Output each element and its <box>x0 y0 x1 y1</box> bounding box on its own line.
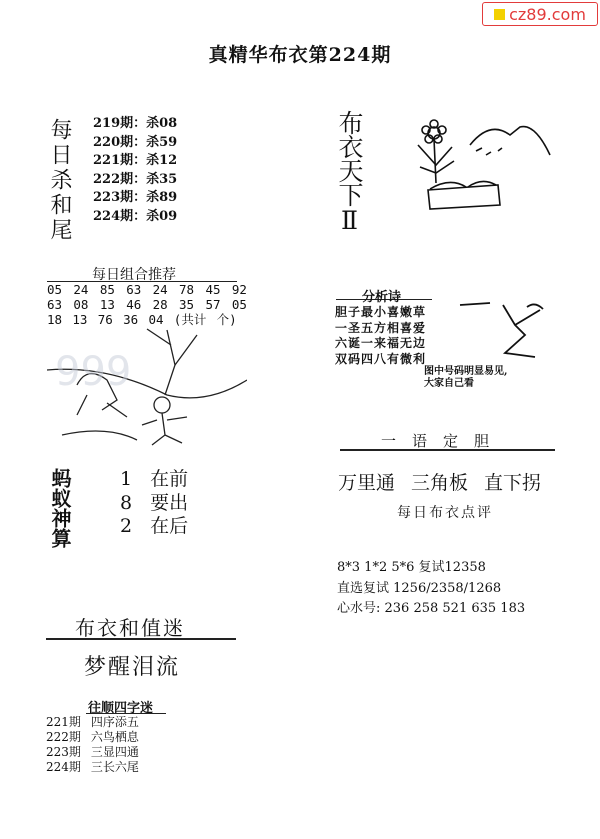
daily-review-label: 每日布衣点评 <box>397 505 493 521</box>
ant-text: 要出 <box>150 491 189 514</box>
combo-number: 04 <box>148 312 164 327</box>
combo-number: 36 <box>123 312 139 327</box>
ant-row <box>120 492 188 516</box>
past-text: 六鸟栖息 <box>90 730 139 744</box>
combo-number: 13 <box>99 297 115 312</box>
kill-list <box>93 115 177 226</box>
kill-period: 220期： <box>93 134 147 150</box>
past-riddles-heading: 往顺四字迷 <box>88 701 154 716</box>
combo-number: 13 <box>72 312 88 327</box>
combo-number: 24 <box>152 282 168 297</box>
combo-row <box>47 297 247 312</box>
combo-number: 78 <box>179 282 195 297</box>
poem-note <box>424 366 507 390</box>
combo-number: 57 <box>205 297 221 312</box>
ant-number: 2 <box>120 515 133 537</box>
combo-number: 45 <box>205 282 221 297</box>
kill-period: 219期： <box>93 116 147 131</box>
past-riddles-list <box>46 715 139 775</box>
buyi-tianxia-label: 布衣天下Ⅱ <box>335 110 364 234</box>
branch-sketch-icon <box>455 295 555 365</box>
ant-number: 8 <box>120 491 133 514</box>
past-text: 三显四通 <box>90 745 139 759</box>
watermark-text: cz89.com <box>509 4 586 24</box>
combo-number: 05 <box>231 297 247 312</box>
combo-number: 92 <box>231 282 247 297</box>
combo-number: 63 <box>47 297 63 312</box>
kill-row <box>93 171 177 190</box>
kill-value: 杀12 <box>146 153 178 168</box>
site-watermark <box>482 2 598 26</box>
combo-number: 85 <box>99 282 115 297</box>
number-line: 8*3 1*2 5*6 复试12358 <box>337 560 486 575</box>
past-period: 221期 <box>46 715 81 729</box>
kill-value: 杀08 <box>146 116 178 131</box>
ant-text: 在后 <box>150 515 189 537</box>
kill-value: 杀35 <box>146 171 178 187</box>
logo-square-icon <box>494 9 505 20</box>
past-row <box>46 760 139 775</box>
combo-number: 个) <box>216 312 237 327</box>
flower-sketch-icon <box>410 115 570 215</box>
ant-row <box>120 468 188 492</box>
past-text: 三长六尾 <box>90 760 139 774</box>
number-line: 心水号: 236 258 521 635 183 <box>337 601 526 616</box>
poem-lines <box>335 305 426 367</box>
buyi-riddle-title: 布衣和值迷 <box>75 616 185 640</box>
kill-row <box>93 208 177 227</box>
poem-line: 胆子最小喜嫩草 <box>335 305 427 319</box>
ant-row <box>120 515 188 539</box>
phrase: 直下拐 <box>484 472 542 494</box>
kill-row <box>93 152 177 171</box>
poem-note-line: 图中号码明显易见, <box>424 366 508 377</box>
one-word-heading: 一语定胆 <box>381 432 506 450</box>
number-line: 直选复试 1256/2358/1268 <box>337 580 502 596</box>
ant-calc-rows <box>120 468 188 539</box>
combo-number: 63 <box>126 282 142 297</box>
phrase: 万里通 <box>338 472 396 494</box>
buyi-riddle-answer: 梦醒泪流 <box>84 655 181 680</box>
kill-row <box>93 134 177 153</box>
poem-note-line: 大家自己看 <box>424 378 474 389</box>
tree-figures-sketch-icon <box>47 325 247 450</box>
combo-number: 18 <box>47 312 63 327</box>
past-period: 222期 <box>46 730 81 744</box>
past-period: 223期 <box>46 745 81 759</box>
combo-number: 46 <box>126 297 142 312</box>
kill-period: 224期： <box>93 208 147 224</box>
phrase: 三角板 <box>411 472 469 494</box>
kill-period: 223期： <box>93 190 147 205</box>
kill-value: 杀59 <box>146 134 178 150</box>
past-rule <box>86 713 166 714</box>
combo-number: 76 <box>97 312 113 327</box>
poem-heading: 分析诗 <box>362 290 402 305</box>
ant-calc-label: 蚂蚁神算 <box>48 468 72 548</box>
one-word-rule <box>340 449 555 451</box>
past-text: 四序添五 <box>90 715 139 729</box>
poem-line: 六诞一来福无边 <box>335 336 427 350</box>
buyi-rule <box>46 638 236 640</box>
combo-number: 24 <box>73 282 89 297</box>
combo-grid <box>47 282 247 327</box>
poem-line: 一圣五方相喜爱 <box>335 320 427 335</box>
past-row <box>46 745 139 760</box>
past-row <box>46 730 139 745</box>
ant-number: 1 <box>120 468 133 490</box>
kill-period: 221期： <box>93 153 147 168</box>
combo-row <box>47 282 247 297</box>
kill-value: 杀09 <box>146 208 178 224</box>
combo-number: 05 <box>47 282 63 297</box>
past-row <box>46 715 139 730</box>
ant-text: 在前 <box>150 468 189 490</box>
kill-row <box>93 115 177 134</box>
past-period: 224期 <box>46 760 81 774</box>
kill-row <box>93 189 177 208</box>
kill-period: 222期： <box>93 171 147 187</box>
svg-text:999: 999 <box>55 349 132 395</box>
combo-number: 35 <box>179 297 195 312</box>
combo-number: 08 <box>73 297 89 312</box>
combo-heading: 每日组合推荐 <box>92 267 176 283</box>
number-picks <box>337 558 525 620</box>
daily-kill-label: 每日杀和尾 <box>47 118 72 243</box>
combo-number: (共计 <box>173 312 207 327</box>
page-title: 真精华布衣第224期 <box>208 44 392 66</box>
kill-value: 杀89 <box>146 190 178 205</box>
three-phrases <box>338 468 541 495</box>
poem-line: 双码四八有微利 <box>335 351 427 366</box>
combo-number: 28 <box>152 297 168 312</box>
